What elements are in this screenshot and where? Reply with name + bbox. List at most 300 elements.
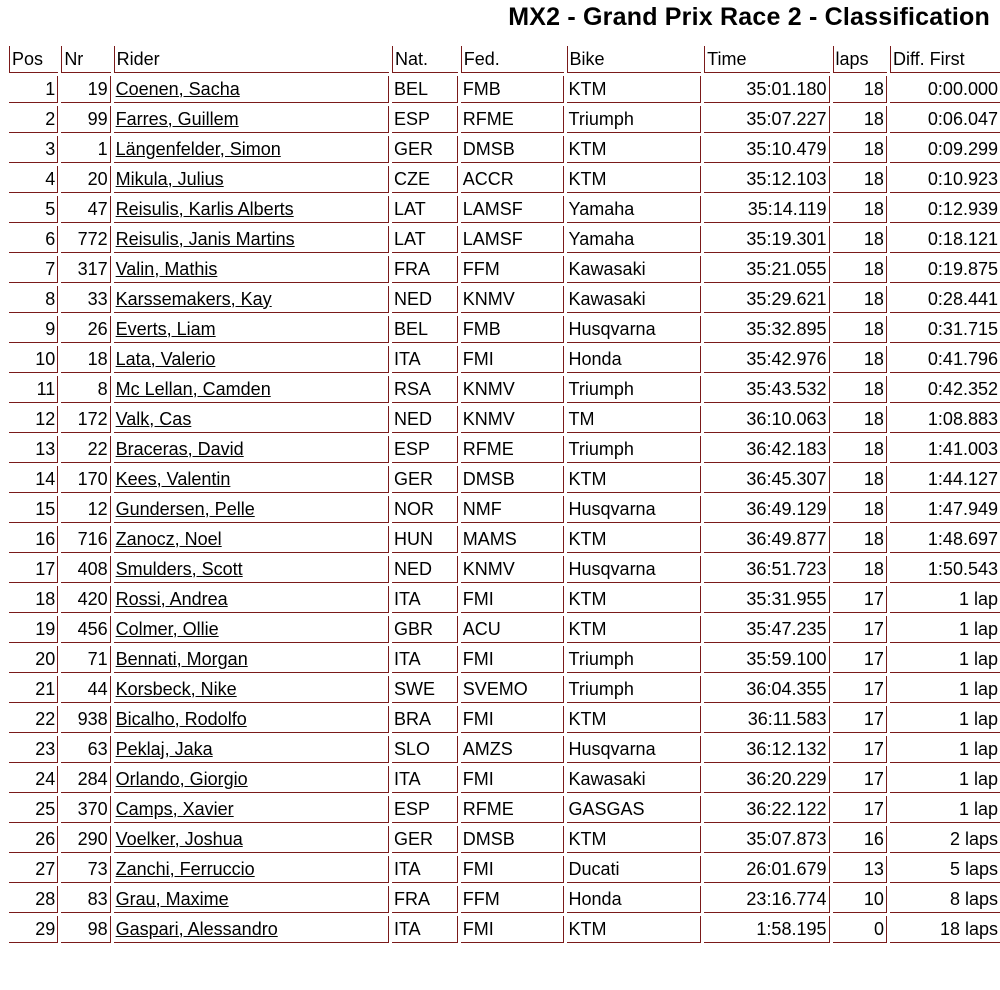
rider-link[interactable]: Reisulis, Karlis Alberts bbox=[115, 198, 294, 219]
nationality-cell: CZE bbox=[392, 166, 458, 193]
rider-link[interactable]: Gundersen, Pelle bbox=[115, 498, 255, 519]
rider-link[interactable]: Mikula, Julius bbox=[115, 168, 224, 189]
bike-cell: KTM bbox=[567, 826, 702, 853]
nationality-cell: NED bbox=[392, 406, 458, 433]
diff-first-cell: 1:47.949 bbox=[890, 496, 1000, 523]
rider-cell bbox=[114, 706, 389, 733]
time-cell: 23:16.774 bbox=[704, 886, 829, 913]
rider-cell bbox=[114, 556, 389, 583]
rider-link[interactable]: Karssemakers, Kay bbox=[115, 288, 272, 309]
number-cell: 22 bbox=[61, 436, 110, 463]
rider-link[interactable]: Farres, Guillem bbox=[115, 108, 239, 129]
laps-cell: 18 bbox=[833, 466, 887, 493]
bike-cell: KTM bbox=[567, 466, 702, 493]
number-cell: 19 bbox=[61, 76, 110, 103]
column-header-diff-first: Diff. First bbox=[890, 46, 1000, 73]
table-row bbox=[9, 676, 1000, 703]
position-cell: 2 bbox=[9, 106, 58, 133]
diff-first-cell: 1 lap bbox=[890, 586, 1000, 613]
bike-cell: Yamaha bbox=[567, 226, 702, 253]
number-cell: 290 bbox=[61, 826, 110, 853]
federation-cell: NMF bbox=[461, 496, 564, 523]
bike-cell: Kawasaki bbox=[567, 286, 702, 313]
nationality-cell: SLO bbox=[392, 736, 458, 763]
federation-cell: AMZS bbox=[461, 736, 564, 763]
number-cell: 33 bbox=[61, 286, 110, 313]
rider-link[interactable]: Smulders, Scott bbox=[115, 558, 243, 579]
rider-cell bbox=[114, 886, 389, 913]
laps-cell: 18 bbox=[833, 166, 887, 193]
number-cell: 8 bbox=[61, 376, 110, 403]
bike-cell: Husqvarna bbox=[567, 736, 702, 763]
bike-cell: Yamaha bbox=[567, 196, 702, 223]
number-cell: 47 bbox=[61, 196, 110, 223]
number-cell: 420 bbox=[61, 586, 110, 613]
nationality-cell: ITA bbox=[392, 856, 458, 883]
bike-cell: Triumph bbox=[567, 376, 702, 403]
rider-cell bbox=[114, 826, 389, 853]
number-cell: 73 bbox=[61, 856, 110, 883]
rider-cell bbox=[114, 586, 389, 613]
nationality-cell: ITA bbox=[392, 766, 458, 793]
time-cell: 35:21.055 bbox=[704, 256, 829, 283]
table-row bbox=[9, 886, 1000, 913]
rider-link[interactable]: Everts, Liam bbox=[115, 318, 216, 339]
nationality-cell: LAT bbox=[392, 196, 458, 223]
position-cell: 20 bbox=[9, 646, 58, 673]
position-cell: 10 bbox=[9, 346, 58, 373]
rider-link[interactable]: Bennati, Morgan bbox=[115, 648, 248, 669]
nationality-cell: RSA bbox=[392, 376, 458, 403]
rider-cell bbox=[114, 436, 389, 463]
time-cell: 35:12.103 bbox=[704, 166, 829, 193]
rider-link[interactable]: Orlando, Giorgio bbox=[115, 768, 248, 789]
table-row bbox=[9, 796, 1000, 823]
time-cell: 36:12.132 bbox=[704, 736, 829, 763]
laps-cell: 17 bbox=[833, 646, 887, 673]
bike-cell: KTM bbox=[567, 706, 702, 733]
rider-link[interactable]: Peklaj, Jaka bbox=[115, 738, 213, 759]
table-row bbox=[9, 316, 1000, 343]
diff-first-cell: 0:41.796 bbox=[890, 346, 1000, 373]
position-cell: 18 bbox=[9, 586, 58, 613]
rider-cell bbox=[114, 526, 389, 553]
nationality-cell: GBR bbox=[392, 616, 458, 643]
position-cell: 13 bbox=[9, 436, 58, 463]
column-header-bike: Bike bbox=[567, 46, 702, 73]
diff-first-cell: 1 lap bbox=[890, 676, 1000, 703]
diff-first-cell: 1:48.697 bbox=[890, 526, 1000, 553]
position-cell: 28 bbox=[9, 886, 58, 913]
bike-cell: KTM bbox=[567, 166, 702, 193]
laps-cell: 17 bbox=[833, 736, 887, 763]
position-cell: 22 bbox=[9, 706, 58, 733]
nationality-cell: NED bbox=[392, 286, 458, 313]
number-cell: 938 bbox=[61, 706, 110, 733]
laps-cell: 18 bbox=[833, 226, 887, 253]
time-cell: 35:07.227 bbox=[704, 106, 829, 133]
time-cell: 36:49.877 bbox=[704, 526, 829, 553]
federation-cell: FMB bbox=[461, 76, 564, 103]
diff-first-cell: 5 laps bbox=[890, 856, 1000, 883]
column-header-nr: Nr bbox=[61, 46, 110, 73]
number-cell: 456 bbox=[61, 616, 110, 643]
table-row bbox=[9, 556, 1000, 583]
laps-cell: 18 bbox=[833, 346, 887, 373]
rider-link[interactable]: Valk, Cas bbox=[115, 408, 192, 429]
table-row bbox=[9, 496, 1000, 523]
number-cell: 172 bbox=[61, 406, 110, 433]
rider-cell bbox=[114, 316, 389, 343]
bike-cell: Husqvarna bbox=[567, 556, 702, 583]
federation-cell: FMB bbox=[461, 316, 564, 343]
bike-cell: Kawasaki bbox=[567, 766, 702, 793]
laps-cell: 18 bbox=[833, 106, 887, 133]
rider-link[interactable]: Grau, Maxime bbox=[115, 888, 229, 909]
position-cell: 1 bbox=[9, 76, 58, 103]
table-row bbox=[9, 736, 1000, 763]
diff-first-cell: 1:41.003 bbox=[890, 436, 1000, 463]
time-cell: 35:29.621 bbox=[704, 286, 829, 313]
position-cell: 4 bbox=[9, 166, 58, 193]
nationality-cell: ESP bbox=[392, 106, 458, 133]
federation-cell: FMI bbox=[461, 916, 564, 943]
time-cell: 36:45.307 bbox=[704, 466, 829, 493]
bike-cell: KTM bbox=[567, 616, 702, 643]
federation-cell: LAMSF bbox=[461, 196, 564, 223]
nationality-cell: LAT bbox=[392, 226, 458, 253]
number-cell: 83 bbox=[61, 886, 110, 913]
diff-first-cell: 0:18.121 bbox=[890, 226, 1000, 253]
column-header-nat: Nat. bbox=[392, 46, 458, 73]
federation-cell: FFM bbox=[461, 886, 564, 913]
diff-first-cell: 0:42.352 bbox=[890, 376, 1000, 403]
bike-cell: KTM bbox=[567, 916, 702, 943]
rider-cell bbox=[114, 676, 389, 703]
federation-cell: KNMV bbox=[461, 556, 564, 583]
laps-cell: 18 bbox=[833, 436, 887, 463]
time-cell: 35:07.873 bbox=[704, 826, 829, 853]
nationality-cell: ITA bbox=[392, 916, 458, 943]
laps-cell: 17 bbox=[833, 616, 887, 643]
table-row bbox=[9, 706, 1000, 733]
bike-cell: Triumph bbox=[567, 676, 702, 703]
bike-cell: KTM bbox=[567, 526, 702, 553]
nationality-cell: BEL bbox=[392, 316, 458, 343]
federation-cell: DMSB bbox=[461, 826, 564, 853]
table-row bbox=[9, 916, 1000, 943]
rider-cell bbox=[114, 646, 389, 673]
time-cell: 35:43.532 bbox=[704, 376, 829, 403]
nationality-cell: NOR bbox=[392, 496, 458, 523]
laps-cell: 18 bbox=[833, 136, 887, 163]
time-cell: 36:10.063 bbox=[704, 406, 829, 433]
time-cell: 35:47.235 bbox=[704, 616, 829, 643]
diff-first-cell: 1 lap bbox=[890, 646, 1000, 673]
laps-cell: 17 bbox=[833, 676, 887, 703]
time-cell: 36:22.122 bbox=[704, 796, 829, 823]
table-row bbox=[9, 526, 1000, 553]
position-cell: 29 bbox=[9, 916, 58, 943]
number-cell: 26 bbox=[61, 316, 110, 343]
column-header-time: Time bbox=[704, 46, 829, 73]
laps-cell: 16 bbox=[833, 826, 887, 853]
rider-cell bbox=[114, 736, 389, 763]
bike-cell: Honda bbox=[567, 346, 702, 373]
diff-first-cell: 1 lap bbox=[890, 706, 1000, 733]
bike-cell: Triumph bbox=[567, 646, 702, 673]
laps-cell: 18 bbox=[833, 76, 887, 103]
time-cell: 1:58.195 bbox=[704, 916, 829, 943]
rider-link[interactable]: Korsbeck, Nike bbox=[115, 678, 237, 699]
position-cell: 7 bbox=[9, 256, 58, 283]
federation-cell: RFME bbox=[461, 436, 564, 463]
nationality-cell: GER bbox=[392, 826, 458, 853]
time-cell: 35:19.301 bbox=[704, 226, 829, 253]
number-cell: 98 bbox=[61, 916, 110, 943]
rider-link[interactable]: Zanocz, Noel bbox=[115, 528, 222, 549]
bike-cell: Husqvarna bbox=[567, 316, 702, 343]
table-row bbox=[9, 256, 1000, 283]
diff-first-cell: 0:31.715 bbox=[890, 316, 1000, 343]
rider-link[interactable]: Kees, Valentin bbox=[115, 468, 231, 489]
position-cell: 16 bbox=[9, 526, 58, 553]
position-cell: 12 bbox=[9, 406, 58, 433]
rider-cell bbox=[114, 376, 389, 403]
nationality-cell: GER bbox=[392, 466, 458, 493]
table-row bbox=[9, 826, 1000, 853]
nationality-cell: HUN bbox=[392, 526, 458, 553]
diff-first-cell: 1:44.127 bbox=[890, 466, 1000, 493]
time-cell: 35:10.479 bbox=[704, 136, 829, 163]
federation-cell: ACCR bbox=[461, 166, 564, 193]
rider-cell bbox=[114, 136, 389, 163]
laps-cell: 17 bbox=[833, 766, 887, 793]
time-cell: 36:51.723 bbox=[704, 556, 829, 583]
time-cell: 36:42.183 bbox=[704, 436, 829, 463]
laps-cell: 18 bbox=[833, 556, 887, 583]
laps-cell: 18 bbox=[833, 526, 887, 553]
federation-cell: KNMV bbox=[461, 376, 564, 403]
laps-cell: 18 bbox=[833, 316, 887, 343]
number-cell: 12 bbox=[61, 496, 110, 523]
federation-cell: LAMSF bbox=[461, 226, 564, 253]
rider-cell bbox=[114, 226, 389, 253]
rider-link[interactable]: Coenen, Sacha bbox=[115, 78, 240, 99]
rider-cell bbox=[114, 916, 389, 943]
diff-first-cell: 1 lap bbox=[890, 766, 1000, 793]
position-cell: 24 bbox=[9, 766, 58, 793]
federation-cell: ACU bbox=[461, 616, 564, 643]
rider-link[interactable]: Rossi, Andrea bbox=[115, 588, 228, 609]
federation-cell: DMSB bbox=[461, 136, 564, 163]
rider-link[interactable]: Braceras, David bbox=[115, 438, 244, 459]
rider-cell bbox=[114, 856, 389, 883]
nationality-cell: FRA bbox=[392, 256, 458, 283]
diff-first-cell: 0:12.939 bbox=[890, 196, 1000, 223]
bike-cell: Kawasaki bbox=[567, 256, 702, 283]
laps-cell: 18 bbox=[833, 196, 887, 223]
rider-cell bbox=[114, 406, 389, 433]
bike-cell: Ducati bbox=[567, 856, 702, 883]
rider-link[interactable]: Reisulis, Janis Martins bbox=[115, 228, 295, 249]
rider-cell bbox=[114, 256, 389, 283]
rider-link[interactable]: Lata, Valerio bbox=[115, 348, 216, 369]
position-cell: 23 bbox=[9, 736, 58, 763]
bike-cell: Triumph bbox=[567, 106, 702, 133]
bike-cell: Husqvarna bbox=[567, 496, 702, 523]
table-row bbox=[9, 466, 1000, 493]
table-row bbox=[9, 406, 1000, 433]
table-row bbox=[9, 76, 1000, 103]
federation-cell: FMI bbox=[461, 856, 564, 883]
position-cell: 21 bbox=[9, 676, 58, 703]
time-cell: 36:20.229 bbox=[704, 766, 829, 793]
rider-cell bbox=[114, 196, 389, 223]
bike-cell: GASGAS bbox=[567, 796, 702, 823]
position-cell: 6 bbox=[9, 226, 58, 253]
rider-cell bbox=[114, 76, 389, 103]
table-row bbox=[9, 856, 1000, 883]
nationality-cell: FRA bbox=[392, 886, 458, 913]
position-cell: 27 bbox=[9, 856, 58, 883]
nationality-cell: BRA bbox=[392, 706, 458, 733]
rider-cell bbox=[114, 166, 389, 193]
table-row bbox=[9, 196, 1000, 223]
laps-cell: 17 bbox=[833, 796, 887, 823]
number-cell: 1 bbox=[61, 136, 110, 163]
rider-link[interactable]: Camps, Xavier bbox=[115, 798, 234, 819]
table-row bbox=[9, 136, 1000, 163]
rider-cell bbox=[114, 616, 389, 643]
laps-cell: 13 bbox=[833, 856, 887, 883]
table-row bbox=[9, 286, 1000, 313]
diff-first-cell: 0:06.047 bbox=[890, 106, 1000, 133]
table-row bbox=[9, 376, 1000, 403]
number-cell: 44 bbox=[61, 676, 110, 703]
number-cell: 18 bbox=[61, 346, 110, 373]
number-cell: 63 bbox=[61, 736, 110, 763]
rider-link[interactable]: Valin, Mathis bbox=[115, 258, 218, 279]
diff-first-cell: 0:10.923 bbox=[890, 166, 1000, 193]
bike-cell: Honda bbox=[567, 886, 702, 913]
laps-cell: 10 bbox=[833, 886, 887, 913]
position-cell: 19 bbox=[9, 616, 58, 643]
laps-cell: 18 bbox=[833, 256, 887, 283]
laps-cell: 0 bbox=[833, 916, 887, 943]
rider-link[interactable]: Colmer, Ollie bbox=[115, 618, 219, 639]
diff-first-cell: 0:19.875 bbox=[890, 256, 1000, 283]
federation-cell: SVEMO bbox=[461, 676, 564, 703]
rider-cell bbox=[114, 286, 389, 313]
bike-cell: KTM bbox=[567, 76, 702, 103]
position-cell: 26 bbox=[9, 826, 58, 853]
federation-cell: KNMV bbox=[461, 286, 564, 313]
diff-first-cell: 8 laps bbox=[890, 886, 1000, 913]
time-cell: 35:32.895 bbox=[704, 316, 829, 343]
laps-cell: 17 bbox=[833, 706, 887, 733]
table-row bbox=[9, 586, 1000, 613]
federation-cell: RFME bbox=[461, 106, 564, 133]
diff-first-cell: 1 lap bbox=[890, 616, 1000, 643]
position-cell: 11 bbox=[9, 376, 58, 403]
position-cell: 5 bbox=[9, 196, 58, 223]
rider-link[interactable]: Längenfelder, Simon bbox=[115, 138, 281, 159]
column-header-laps: laps bbox=[833, 46, 887, 73]
laps-cell: 18 bbox=[833, 406, 887, 433]
diff-first-cell: 0:00.000 bbox=[890, 76, 1000, 103]
position-cell: 3 bbox=[9, 136, 58, 163]
time-cell: 35:31.955 bbox=[704, 586, 829, 613]
rider-link[interactable]: Voelker, Joshua bbox=[115, 828, 243, 849]
table-row bbox=[9, 436, 1000, 463]
column-header-pos: Pos bbox=[9, 46, 58, 73]
federation-cell: FMI bbox=[461, 346, 564, 373]
number-cell: 408 bbox=[61, 556, 110, 583]
time-cell: 26:01.679 bbox=[704, 856, 829, 883]
federation-cell: FMI bbox=[461, 766, 564, 793]
table-row bbox=[9, 646, 1000, 673]
federation-cell: RFME bbox=[461, 796, 564, 823]
diff-first-cell: 0:09.299 bbox=[890, 136, 1000, 163]
table-row bbox=[9, 616, 1000, 643]
number-cell: 284 bbox=[61, 766, 110, 793]
time-cell: 35:01.180 bbox=[704, 76, 829, 103]
federation-cell: KNMV bbox=[461, 406, 564, 433]
diff-first-cell: 18 laps bbox=[890, 916, 1000, 943]
rider-cell bbox=[114, 466, 389, 493]
column-header-fed: Fed. bbox=[461, 46, 564, 73]
rider-link[interactable]: Bicalho, Rodolfo bbox=[115, 708, 247, 729]
bike-cell: TM bbox=[567, 406, 702, 433]
diff-first-cell: 1:08.883 bbox=[890, 406, 1000, 433]
time-cell: 35:59.100 bbox=[704, 646, 829, 673]
classification-table bbox=[6, 43, 1000, 946]
federation-cell: DMSB bbox=[461, 466, 564, 493]
position-cell: 15 bbox=[9, 496, 58, 523]
table-row bbox=[9, 346, 1000, 373]
time-cell: 36:49.129 bbox=[704, 496, 829, 523]
nationality-cell: BEL bbox=[392, 76, 458, 103]
diff-first-cell: 0:28.441 bbox=[890, 286, 1000, 313]
nationality-cell: NED bbox=[392, 556, 458, 583]
diff-first-cell: 1:50.543 bbox=[890, 556, 1000, 583]
time-cell: 35:14.119 bbox=[704, 196, 829, 223]
federation-cell: FFM bbox=[461, 256, 564, 283]
position-cell: 14 bbox=[9, 466, 58, 493]
rider-link[interactable]: Gaspari, Alessandro bbox=[115, 918, 278, 939]
number-cell: 317 bbox=[61, 256, 110, 283]
number-cell: 716 bbox=[61, 526, 110, 553]
position-cell: 8 bbox=[9, 286, 58, 313]
table-row bbox=[9, 166, 1000, 193]
federation-cell: FMI bbox=[461, 706, 564, 733]
position-cell: 9 bbox=[9, 316, 58, 343]
rider-link[interactable]: Mc Lellan, Camden bbox=[115, 378, 271, 399]
rider-link[interactable]: Zanchi, Ferruccio bbox=[115, 858, 255, 879]
table-row bbox=[9, 766, 1000, 793]
nationality-cell: ESP bbox=[392, 436, 458, 463]
rider-cell bbox=[114, 766, 389, 793]
position-cell: 25 bbox=[9, 796, 58, 823]
nationality-cell: ITA bbox=[392, 346, 458, 373]
number-cell: 99 bbox=[61, 106, 110, 133]
bike-cell: Triumph bbox=[567, 436, 702, 463]
rider-cell bbox=[114, 346, 389, 373]
position-cell: 17 bbox=[9, 556, 58, 583]
rider-cell bbox=[114, 496, 389, 523]
number-cell: 370 bbox=[61, 796, 110, 823]
